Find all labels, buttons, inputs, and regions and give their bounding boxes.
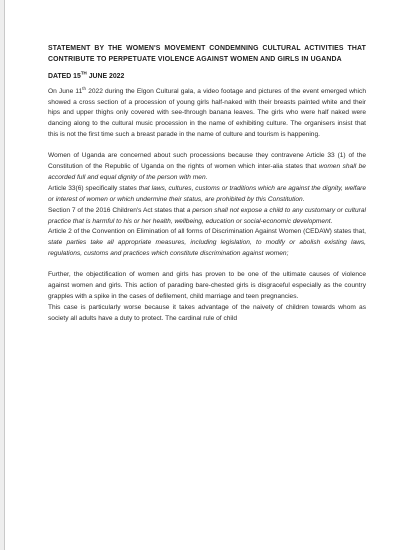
paragraph-text: Section 7 of the 2016 Children's Act states that [48,206,187,214]
paragraph-italic-quote: a person shall not expose a child to any customary or cultural practice that is harmful to his or her health, wellbeing, education or social-economic development. [48,206,366,225]
document-title: STATEMENT BY THE WOMEN'S MOVEMENT CONDEMNING CULTURAL ACTIVITIES THAT CONTRIBUTE TO PERPETUATE VIOLENCE AGAINST WOMEN AND GIRLS IN UGANDA [48,45,366,63]
paragraph-naivety: This case is particularly worse because it takes advantage of the naivety of children towards whom as society all adults have a duty to protect. The cardinal rule of child [48,303,366,322]
paragraph-constitution-article-33-1 [48,151,366,184]
paragraph-text: Article 2 of the Convention on Elimination of all forms of Discrimination Against Women (CEDAW) states that, [48,228,366,236]
paragraph-event [48,87,366,142]
document-page [48,44,366,325]
paragraph-italic-quote: that laws, cultures, customs or traditions which are against the dignity, welfare or interest of women or which undermine their status, are prohibited by this Constitution. [48,184,367,203]
paragraph-event-prefix: On June 11 [48,87,83,95]
paragraph-text: Women of Uganda are concerned about such processions because they contravene Article 33 (1) of the Constitution of the Republic of Uganda on the rights of women which inter-alia states that [48,152,366,171]
paragraph-cedaw [48,227,366,260]
paragraph-objectification: Further, the objectification of women and girls has proven to be one of the ultimate causes of violence against women and girls. This action of parading bare-chested girls is disgraceful especially as the country grapples with a spike in the cases of defilement, child marriage and teen pregnancies. [48,271,366,300]
paragraph-event-superscript: th [82,85,87,91]
paragraph-italic-quote: state parties take all appropriate measures, including legislation, to modify or abolish existing laws, regulations, customs and practices which constitute discrimination against women; [48,239,366,258]
document-date [48,72,366,82]
paragraph-childrens-act [48,206,366,228]
paragraph-italic-quote: women shall be accorded full and equal dignity of the person with men. [48,163,366,181]
date-prefix: DATED 15 [48,72,81,80]
paragraph-event-text: 2022 during the Elgon Cultural gala, a video footage and pictures of the event emerged which showed a cross section of a procession of young girls half-naked with their breasts painted white and their hips and upper thighs only covered with see-through banana leaves. The girls who were half naked were dancing along to the cultural music procession in the name of exhibiting culture. The organisers insist that this is not the first time such a breast parade in the name of culture and tourism is happening. [48,87,366,139]
page-edge [0,0,5,550]
paragraph-constitution-article-33-6 [48,184,366,206]
paragraph-text: Article 33(6) specifically states [48,184,139,192]
date-superscript: TH [80,70,87,76]
date-suffix: JUNE 2022 [86,72,125,80]
